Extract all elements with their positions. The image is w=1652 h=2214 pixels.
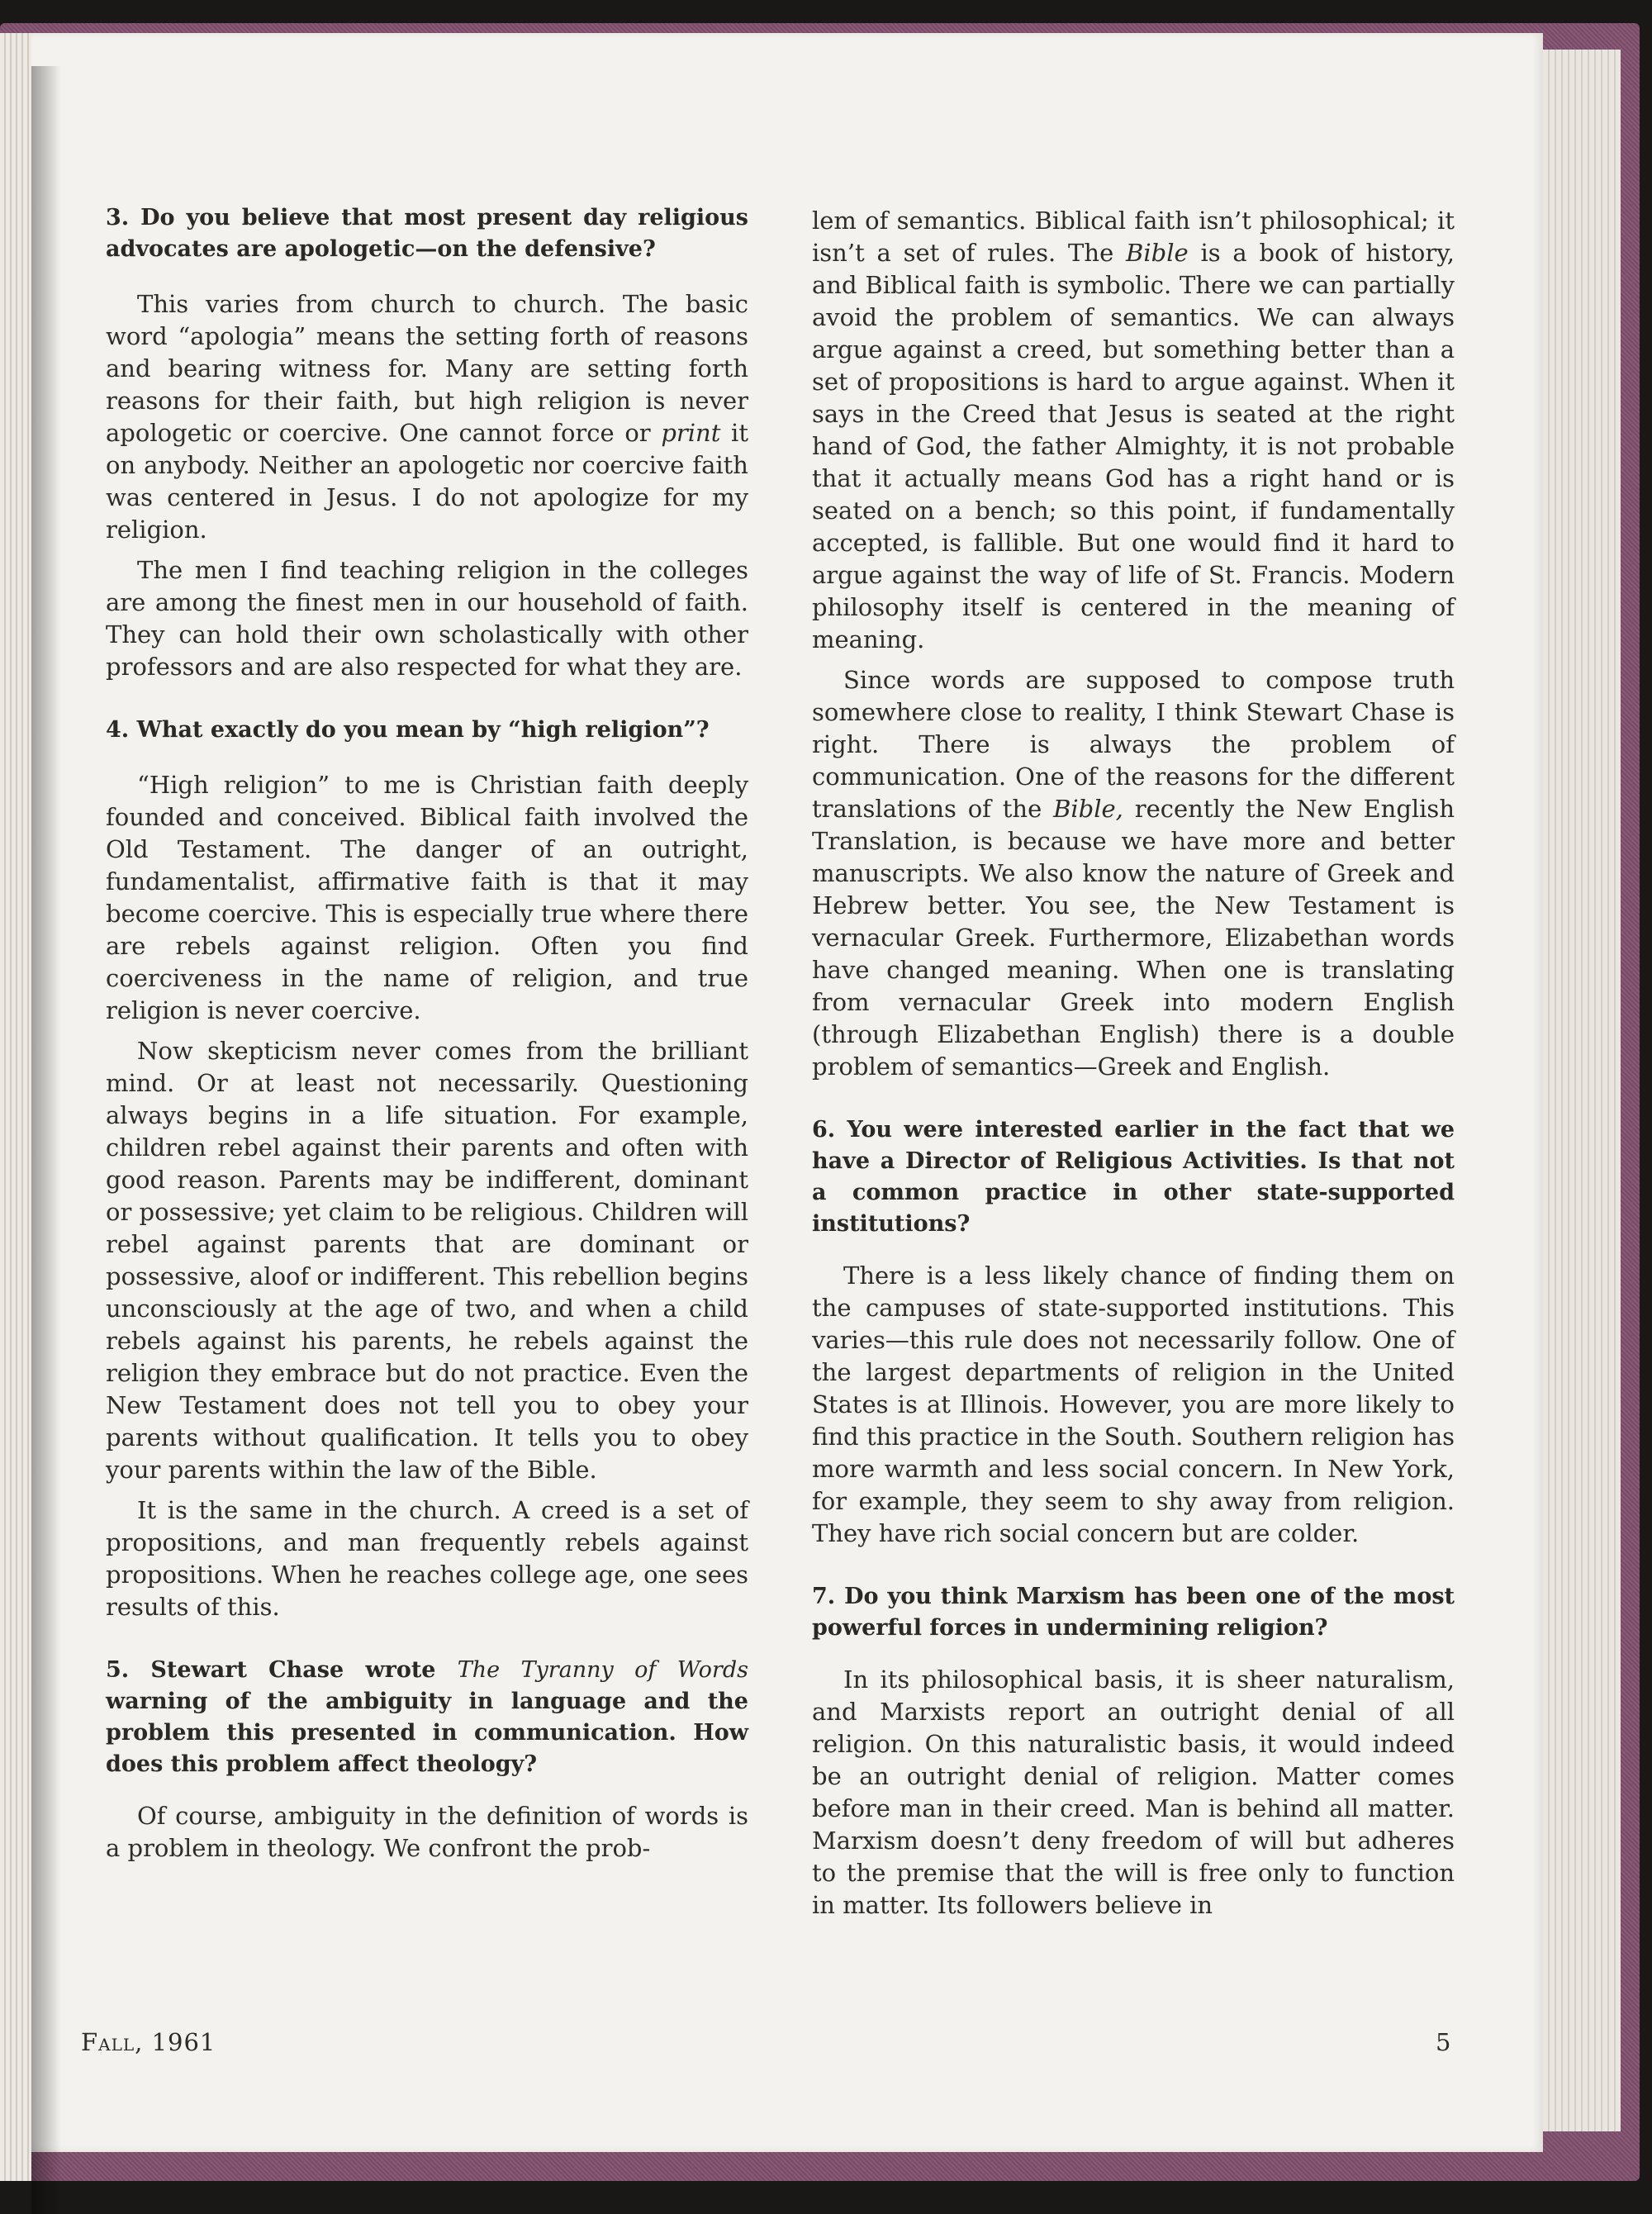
- answer-5-continued: lem of semantics. Biblical faith isn’t philosophical; it isn’t a set of rules. The Bible is a book of history, and Biblical faith is symbolic. There we can partially avoid the problem of semantics. We can always argue against a creed, but something better than a set of propositions is hard to argue against. When it says in the Creed that Jesus is seated at the right hand of God, the father Almighty, it is not probable that it actually means God has a right hand or is seated on a bench; so this point, if fundamentally accepted, is fallible. But one would find it hard to argue against the way of life of St. Francis. Modern philosophy itself is centered in the meaning of meaning.: [812, 207, 1455, 653]
- left-column: [106, 202, 748, 1873]
- emphasis-bible-2: Bible,: [1053, 795, 1123, 823]
- left-page-stack: [0, 33, 31, 2181]
- question-5: 5. Stewart Chase wrote The Tyranny of Words warning of the ambiguity in language and the problem this presented in communication. How does this problem affect theology?: [106, 1657, 748, 1777]
- answer-6-paragraph-1: There is a less likely chance of finding them on the campuses of state-supported institutions. This varies—this rule does not necessarily follow. One of the largest departments of religion in the United States is at Illinois. However, you are more likely to find this practice in the South. Southern religion has more warmth and less social concern. In New York, for example, they seem to shy away from religion. They have rich social concern but are colder.: [812, 1261, 1455, 1547]
- question-7: 7. Do you think Marxism has been one of the most powerful forces in undermining religion?: [812, 1584, 1455, 1641]
- spine-shadow: [31, 66, 61, 2214]
- answer-7-paragraph-1: In its philosophical basis, it is sheer naturalism, and Marxists report an outright denial of all religion. On this naturalistic basis, it would indeed be an outright denial of religion. Matter comes before man in their creed. Man is behind all matter. Marxism doesn’t deny freedom of will but adheres to the premise that the will is free only to function in matter. Its followers believe in: [812, 1665, 1455, 1919]
- emphasis-print: print: [661, 419, 721, 447]
- page-number: 5: [1436, 2028, 1452, 2056]
- answer-5-paragraph-1: Of course, ambiguity in the definition of words is a problem in theology. We confront the prob-: [106, 1802, 748, 1862]
- question-6: 6. You were interested earlier in the fact that we have a Director of Religious Activities. Is that not a common practice in other state-supported institutions?: [812, 1117, 1455, 1237]
- page-edges: [1536, 50, 1621, 2131]
- emphasis-bible: Bible: [1126, 239, 1189, 267]
- question-4: 4. What exactly do you mean by “high religion”?: [106, 717, 710, 743]
- answer-3-paragraph-1: This varies from church to church. The basic word “apologia” means the setting forth of reasons and bearing witness for. Many are setting forth reasons for their faith, but high religion is never apologetic or coercive. One cannot force or print it on anybody. Neither an apologetic nor coercive faith was centered in Jesus. I do not apologize for my religion.: [106, 290, 748, 544]
- answer-5-paragraph-2: Since words are supposed to compose truth somewhere close to reality, I think Stewart Chase is right. There is always the problem of communication. One of the reasons for the different translations of the Bible, recently the New English Translation, is because we have more and better manuscripts. We also know the nature of Greek and Hebrew better. You see, the New Testament is vernacular Greek. Furthermore, Elizabethan words have changed meaning. When one is translating from vernacular Greek into modern English (through Elizabethan English) there is a double problem of semantics—Greek and English.: [812, 666, 1455, 1081]
- answer-4-paragraph-1: “High religion” to me is Christian faith deeply founded and conceived. Biblical faith involved the Old Testament. The danger of an outright, fundamentalist, affirmative faith is that it may become coercive. This is especially true where there are rebels against religion. Often you find coerciveness in the name of religion, and true religion is never coercive.: [106, 771, 748, 1024]
- page: [31, 33, 1543, 2152]
- answer-3-paragraph-2: The men I find teaching religion in the colleges are among the finest men in our household of faith. They can hold their own scholastically with other professors and are also respected for what they are.: [106, 556, 748, 681]
- footer-issue: Fall, 1961: [81, 2028, 216, 2056]
- answer-4-paragraph-3: It is the same in the church. A creed is a set of propositions, and man frequently rebels against propositions. When he reaches college age, one sees results of this.: [106, 1496, 748, 1621]
- answer-4-paragraph-2: Now skepticism never comes from the brilliant mind. Or at least not necessarily. Questioning always begins in a life situation. For example, children rebel against their parents and often with good reason. Parents may be indifferent, dominant or possessive; yet claim to be religious. Children will rebel against parents that are dominant or possessive, aloof or indifferent. This rebellion begins unconsciously at the age of two, and when a child rebels against his parents, he rebels against the religion they embrace but do not practice. Even the New Testament does not tell you to obey your parents without qualification. It tells you to obey your parents within the law of the Bible.: [106, 1037, 748, 1484]
- question-3: 3. Do you believe that most present day religious advocates are apologetic—on the defensive?: [106, 205, 748, 262]
- book-title: The Tyranny of Words: [457, 1657, 748, 1683]
- right-column: [812, 205, 1455, 1930]
